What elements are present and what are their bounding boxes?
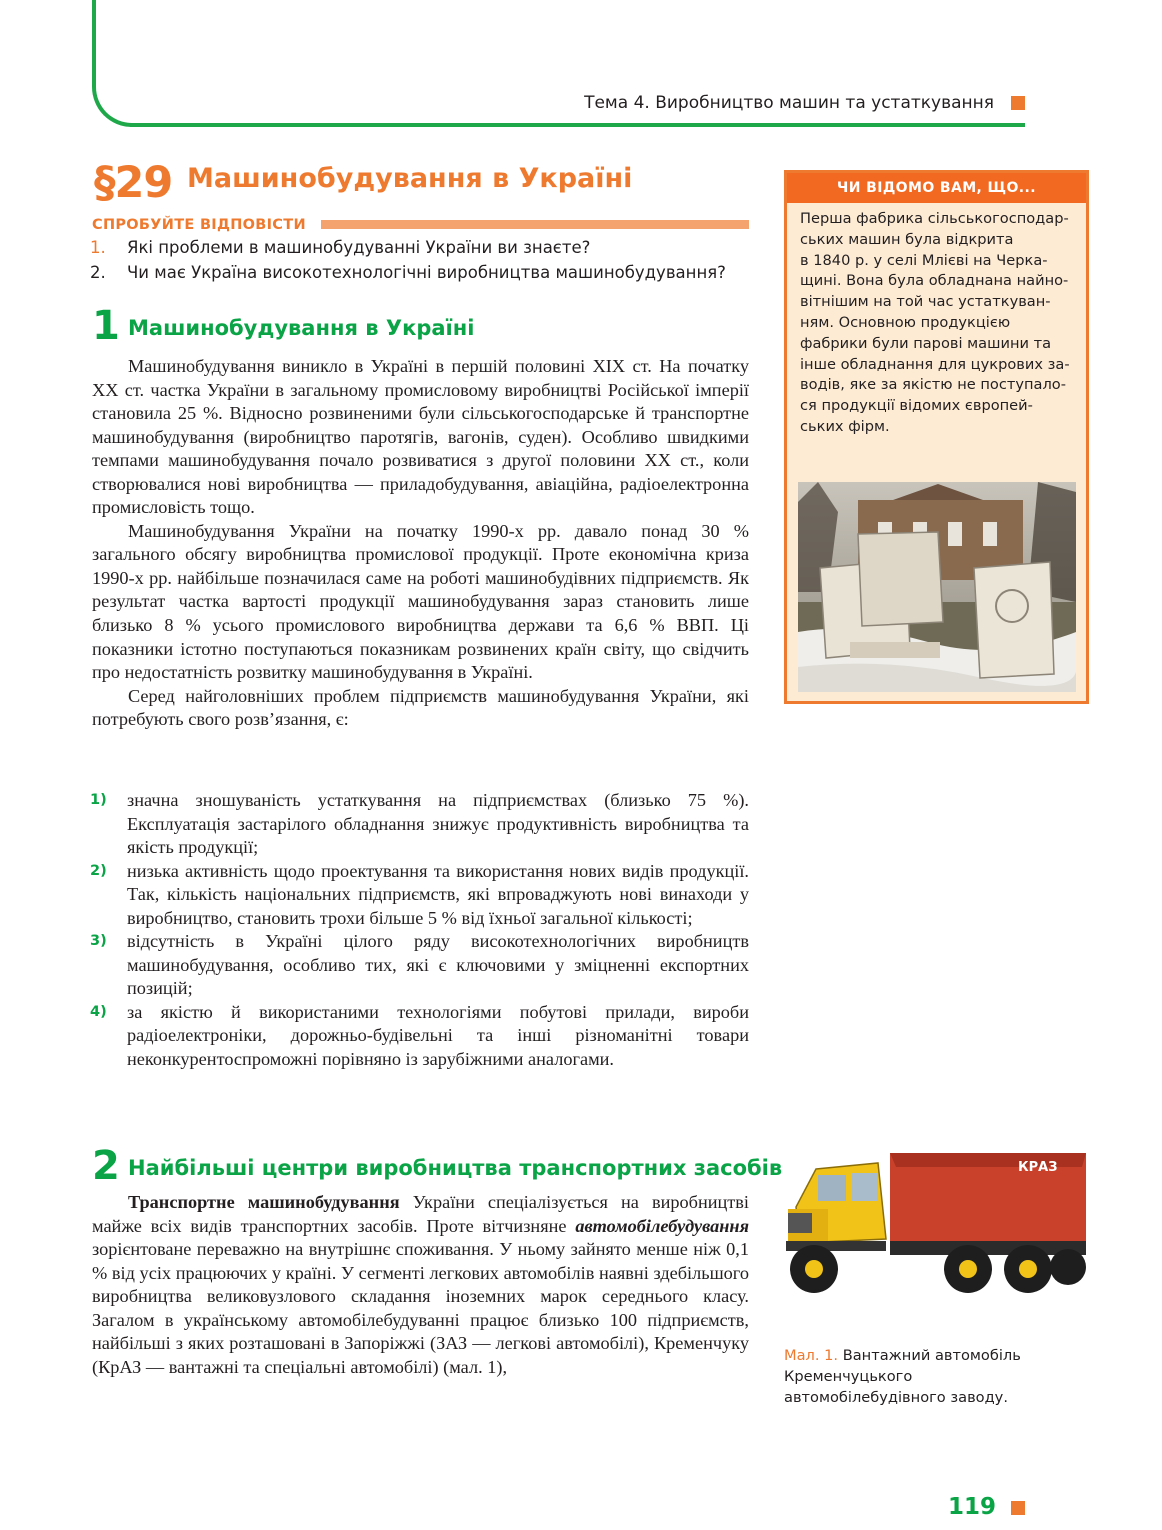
did-you-know-heading: ЧИ ВІДОМО ВАМ, ЩО...	[787, 173, 1086, 203]
page-title: Машинобудування в Україні	[187, 163, 633, 194]
running-head: Тема 4. Виробництво машин та устаткування	[584, 93, 994, 113]
list-item-text: низька активність щодо проектування та використання нових видів продукції. Так, кількість національних підприємств, які впроваджують нові винаходи у виробництво, становить трохи більше 5 % від їхньої загальної кількості;	[127, 860, 749, 928]
try-answer-rule	[321, 220, 749, 229]
list-item	[90, 930, 749, 1001]
question-number: 1.	[90, 238, 106, 257]
header-square-icon	[1011, 96, 1025, 110]
section-title: Машинобудування в Україні	[128, 316, 475, 340]
list-item-text: за якістю й використаними технологіями побутові прилади, вироби радіоелектроніки, дорожньо-будівельні та інші різноманітні товари неконкурентоспроможні порівняно із зарубіжними аналогами.	[127, 1001, 749, 1070]
list-item-text: відсутність в Україні цілого ряду високотехнологічних виробництв машинобудування, особливо тих, які є ключовими у зміцненні експортних позицій;	[127, 931, 749, 999]
section-number: 1	[92, 303, 120, 349]
caption-label: Мал. 1.	[784, 1347, 839, 1364]
list-item	[90, 860, 749, 931]
term-transport-engineering: Транспортне машинобудування	[128, 1192, 400, 1212]
header-frame-line	[92, 0, 96, 82]
body-paragraph	[92, 1191, 749, 1379]
did-you-know-text: Перша фабрика сільськогосподар- ських машин була відкрита в 1840 р. у селі Млієві на Черка- щині. Вона була обладнана найно- вітнішим на той час устаткуван- ням. Основною продукцією фабрики були парові машини та інше обладнання для цукрових за- водів, яке за якістю не поступало- ся продукції відомих європей- ських фірм.	[800, 210, 1070, 435]
question-number: 2.	[90, 263, 106, 282]
caption-text: Вантажний автомобіль Кременчуцького автомобілебудівного заводу.	[784, 1347, 1021, 1406]
page-number: 119	[948, 1494, 997, 1520]
list-item	[90, 1001, 749, 1072]
body-paragraph: Серед найголовніших проблем підприємств машинобудування України, які потребують свого розв’язання, є:	[92, 685, 749, 730]
list-marker: 4)	[90, 1003, 107, 1020]
body-paragraph: Машинобудування виникло в Україні в першій половині XIX ст. На початку XX ст. частка України в загальному промисловому виробництві Російської імперії становила 25 %. Відносно розвиненими були сільськогосподарське й транспортне машинобудування (виробництво паротягів, вагонів, суден). Особливо швидкими темпами машинобудування почало розвиватися з другої половини XX ст., коли створювалися нові виробництва — приладобудування, авіаційна, радіоелектронна промисловість тощо.	[92, 356, 749, 518]
term-automotive: автомобілебудування	[575, 1215, 749, 1236]
did-you-know-box	[784, 170, 1089, 704]
header-frame-rule	[130, 123, 1025, 127]
figure-caption	[784, 1345, 1074, 1408]
list-item-text: значна зношуваність устаткування на підприємствах (близько 75 %). Експлуатація застарілого обладнання знижує продуктивність виробництва та якість продукції;	[127, 790, 749, 858]
factory-ruins-photo	[798, 482, 1076, 692]
truck-logo: КРАЗ	[1018, 1160, 1058, 1175]
paragraph-number: §29	[94, 158, 173, 208]
section-1-body	[92, 355, 749, 732]
body-paragraph: Машинобудування України на початку 1990-х рр. давало понад 30 % загального обсягу виробництва промислової продукції. Проте економічна криза 1990-х рр. найбільше позначилася саме на роботі машинобудівних підприємств. Як результат частка вартості продукції машинобудування зараз становить лише близько 8 % усього промислового виробництва держави та 6,6 % ВВП. Ці показники істотно поступаються показникам розвинених країн світу, що свідчить про недостатність розвитку машинобудування в Україні.	[92, 520, 749, 683]
body-text-span: зорієнтоване переважно на внутрішнє споживання. У ньому зайнято менше ніж 0,1 % від усіх працюючих у країні. У сегменті легкових автомобілів наявні здебільшого виробництва великовузлового складання іноземних марок середнього класу. Загалом в українському автомобілебудуванні працює близько 100 підприємств, найбільші з яких розташовані в Запоріжжі (ЗАЗ — легкові автомобілі), Кременчуку (КрАЗ — вантажні та спеціальні автомобілі) (мал. 1),	[92, 1239, 749, 1377]
body-text-span: України спеціалізується на виробництві майже всіх видів транспортних засобів. Проте вітчизняне	[92, 1192, 749, 1236]
section-title: Найбільші центри виробництва транспортних засобів	[128, 1156, 783, 1180]
list-item	[90, 789, 749, 860]
problems-list	[90, 789, 749, 1072]
section-number: 2	[92, 1143, 120, 1189]
list-marker: 3)	[90, 933, 107, 950]
list-marker: 1)	[90, 792, 107, 808]
section-2-body	[92, 1191, 749, 1379]
page-number-square-icon	[1011, 1501, 1025, 1515]
kraz-truck-illustration	[778, 1143, 1090, 1308]
question-text: Чи має Україна високотехнологічні виробництва машинобудування?	[127, 263, 726, 282]
question-text: Які проблеми в машинобудуванні України ви знаєте?	[127, 238, 591, 257]
header-frame-curve	[92, 72, 132, 127]
try-answer-label: СПРОБУЙТЕ ВІДПОВІСТИ	[92, 217, 306, 233]
list-marker: 2)	[90, 862, 107, 879]
